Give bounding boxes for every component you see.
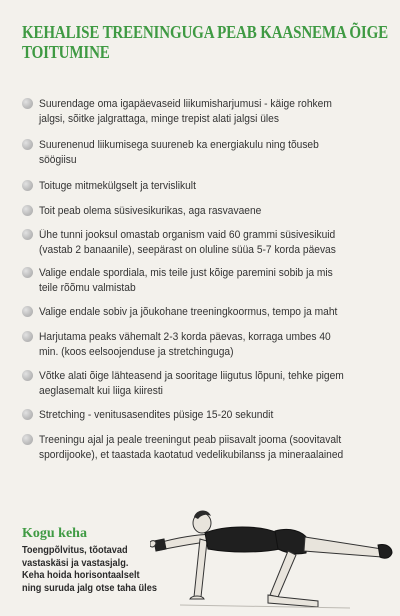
page-title — [22, 22, 389, 62]
bullet-icon — [22, 434, 33, 445]
tip-line: Valige endale sobiv ja jõukohane treeningkoormus, tempo ja maht — [39, 306, 338, 318]
tip-line: Ühe tunni jooksul omastab organism vaid 60 grammi süsivesikuid — [39, 229, 336, 241]
bullet-icon — [22, 98, 33, 109]
tip-line: min. (koos eelsoojenduse ja stretchinguga) — [39, 346, 234, 358]
tip-line: Toituge mitmekülgselt ja tervislikult — [39, 180, 196, 192]
tip-line: Valige endale spordiala, mis teile just kõige paremini sobib ja mis — [39, 267, 333, 279]
bullet-icon — [22, 180, 33, 191]
tip-line: aeglasemalt kui liiga kiiresti — [39, 385, 163, 397]
bullet-icon — [22, 409, 33, 420]
bullet-icon — [22, 139, 33, 150]
exercise-description — [22, 545, 160, 595]
tip-line: Toit peab olema süsivesikurikas, aga rasvavaene — [39, 205, 262, 217]
tip-line: Suurendage oma igapäevaseid liikumisharjumusi - käige rohkem — [39, 98, 332, 110]
bullet-icon — [22, 370, 33, 381]
bullet-icon — [22, 331, 33, 342]
bullet-icon — [22, 306, 33, 317]
exercise-illustration — [150, 505, 395, 613]
tip-line: teile rõõmu valmistab — [39, 282, 136, 294]
title-line-2: TOITUMINE — [22, 42, 110, 62]
tip-line: spordijooke), et taastada kaotatud vedelikubilanss ja mineraalained — [39, 449, 344, 461]
tip-line: Stretching - venitusasendites püsige 15-20 sekundit — [39, 409, 274, 421]
tip-line: jalgsi, sõitke jalgrattaga, minge trepist alati jalgsi üles — [39, 113, 279, 125]
tip-line: (vastab 2 banaanile), seepärast on oluline süüa 5-7 korda päevas — [39, 244, 336, 256]
exercise-desc-line: Toengpõlvitus, tõotavad — [22, 545, 128, 556]
tip-line: Võtke alati õige lähteasend ja sooritage liigutus lõpuni, tehke pigem — [39, 370, 344, 382]
exercise-desc-line: Keha hoida horisontaalselt — [22, 570, 140, 581]
exercise-heading: Kogu keha — [22, 526, 87, 541]
tip-line: söögiisu — [39, 154, 77, 166]
tip-line: Treeningu ajal ja peale treeningut peab piisavalt jooma (soovitavalt — [39, 434, 342, 446]
tip-line: Harjutama peaks vähemalt 2-3 korda päevas, korraga umbes 40 — [39, 331, 331, 343]
bullet-icon — [22, 229, 33, 240]
exercise-desc-line: ning suruda jalg otse taha üles — [22, 582, 157, 594]
exercise-desc-line: vastaskäsi ja vastasjalg. — [22, 557, 129, 569]
bullet-icon — [22, 205, 33, 216]
tip-line: Suurenenud liikumisega suureneb ka energiakulu ning tõuseb — [39, 139, 319, 151]
bullet-icon — [22, 267, 33, 278]
title-line-1: KEHALISE TREENINGUGA PEAB KAASNEMA ÕIGE — [22, 22, 389, 42]
